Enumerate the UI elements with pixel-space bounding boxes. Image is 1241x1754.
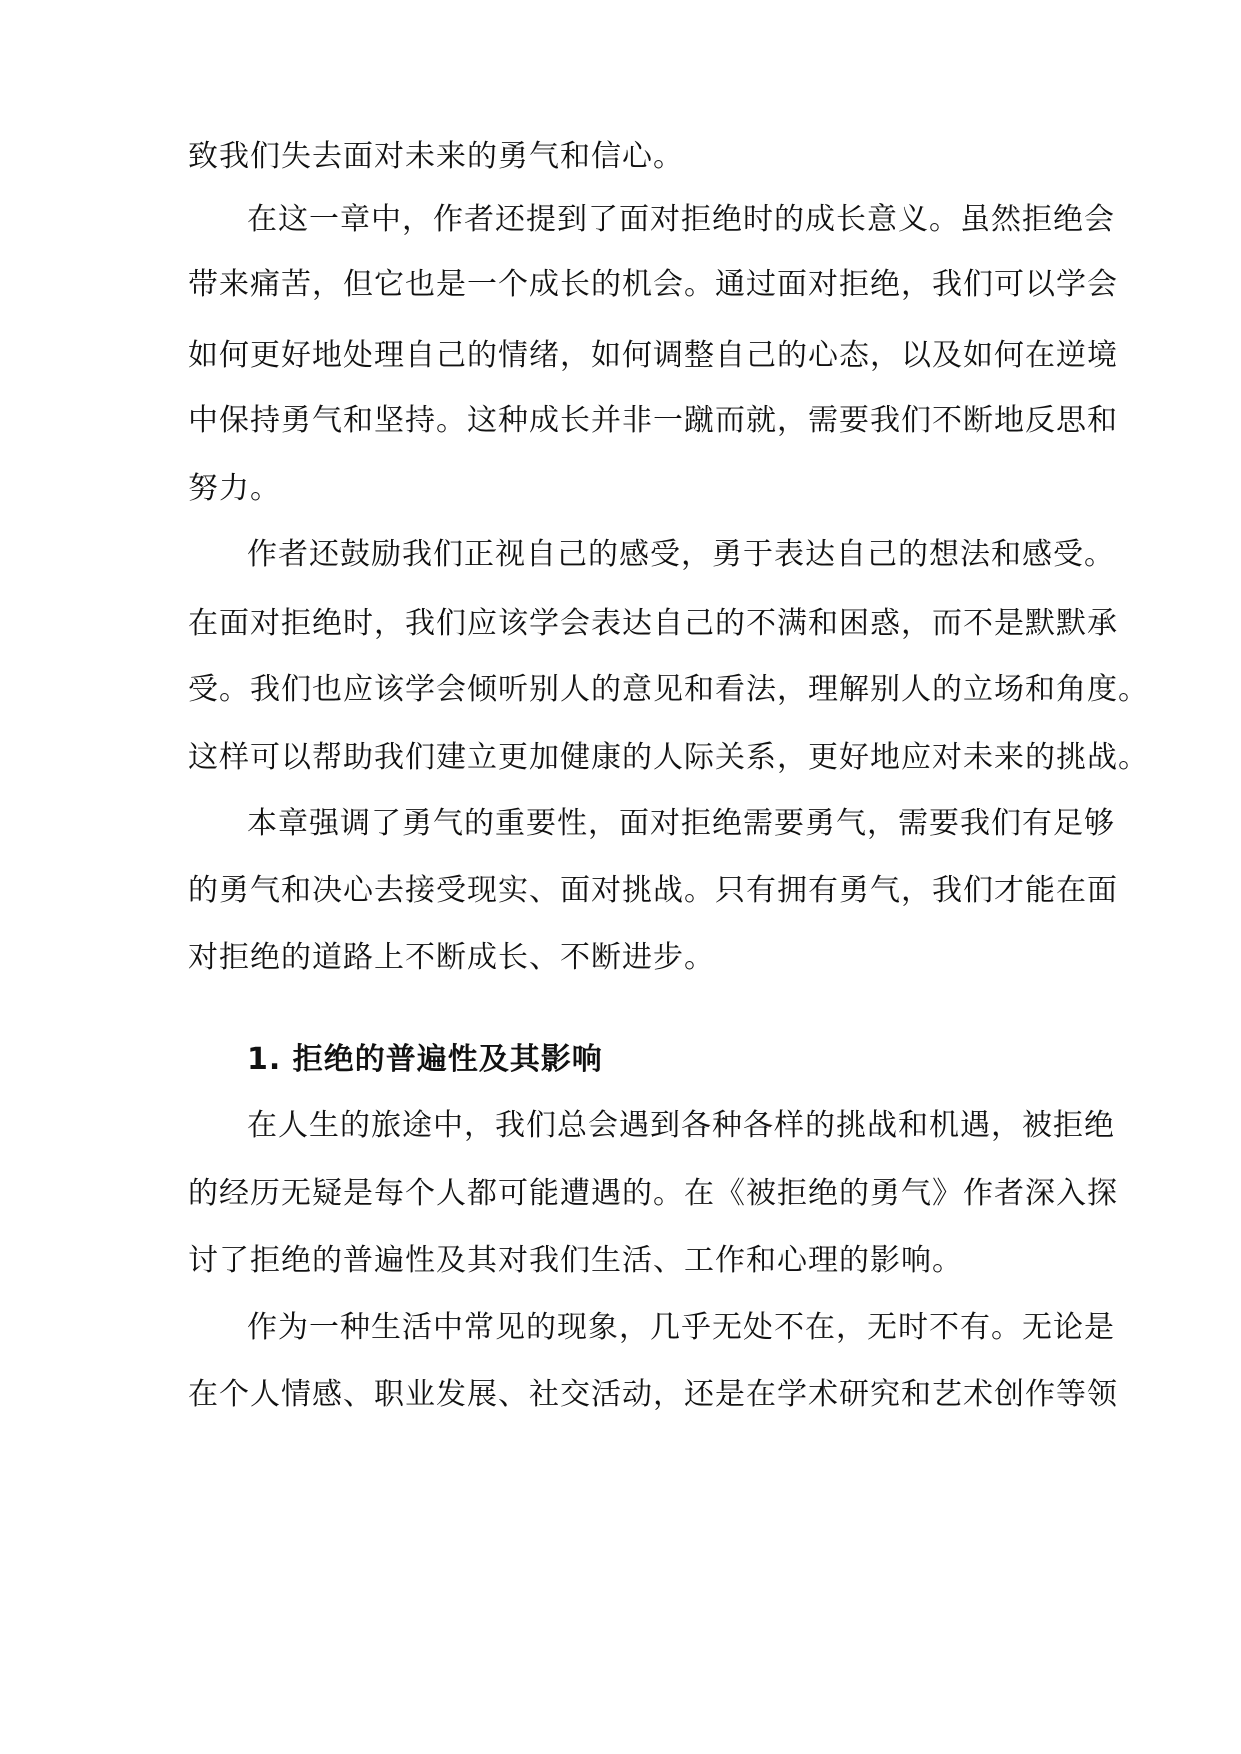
section-heading: 1. 拒绝的普遍性及其影响 bbox=[247, 1042, 603, 1077]
text-line: 致我们失去面对未来的勇气和信心。 bbox=[188, 139, 684, 174]
paragraph-first-line: 在人生的旅途中，我们总会遇到各种各样的挑战和机遇，被拒绝 bbox=[247, 1108, 1115, 1143]
text-line: 在个人情感、职业发展、社交活动，还是在学术研究和艺术创作等领 bbox=[188, 1377, 1118, 1412]
text-line: 的经历无疑是每个人都可能遭遇的。在《被拒绝的勇气》作者深入探 bbox=[188, 1176, 1118, 1211]
text-line: 对拒绝的道路上不断成长、不断进步。 bbox=[188, 940, 715, 975]
paragraph-first-line: 作为一种生活中常见的现象，几乎无处不在，无时不有。无论是 bbox=[247, 1310, 1115, 1345]
paragraph-first-line: 本章强调了勇气的重要性，面对拒绝需要勇气，需要我们有足够 bbox=[247, 806, 1115, 841]
paragraph-first-line: 作者还鼓励我们正视自己的感受，勇于表达自己的想法和感受。 bbox=[247, 537, 1115, 572]
text-line: 带来痛苦，但它也是一个成长的机会。通过面对拒绝，我们可以学会 bbox=[188, 267, 1118, 302]
text-line: 讨了拒绝的普遍性及其对我们生活、工作和心理的影响。 bbox=[188, 1243, 963, 1278]
text-line: 这样可以帮助我们建立更加健康的人际关系，更好地应对未来的挑战。 bbox=[188, 740, 1149, 775]
paragraph-first-line: 在这一章中，作者还提到了面对拒绝时的成长意义。虽然拒绝会 bbox=[247, 202, 1115, 237]
text-line: 中保持勇气和坚持。这种成长并非一蹴而就，需要我们不断地反思和 bbox=[188, 403, 1118, 438]
text-line: 受。我们也应该学会倾听别人的意见和看法，理解别人的立场和角度。 bbox=[188, 672, 1149, 707]
text-line: 努力。 bbox=[188, 471, 281, 506]
text-line: 如何更好地处理自己的情绪，如何调整自己的心态，以及如何在逆境 bbox=[188, 338, 1118, 373]
text-line: 在面对拒绝时，我们应该学会表达自己的不满和困惑，而不是默默承 bbox=[188, 606, 1118, 641]
text-line: 的勇气和决心去接受现实、面对挑战。只有拥有勇气，我们才能在面 bbox=[188, 873, 1118, 908]
